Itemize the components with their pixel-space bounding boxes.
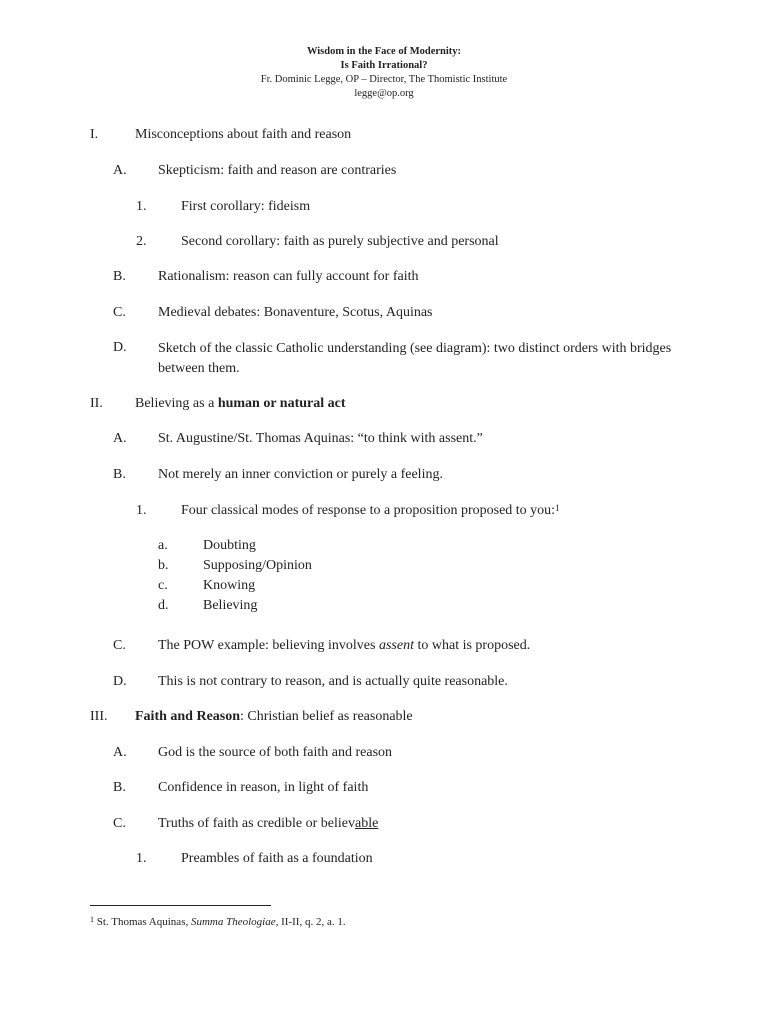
outline-text: First corollary: fideism <box>181 199 311 214</box>
outline-text: Preambles of faith as a foundation <box>181 851 373 866</box>
outline-number: b. <box>158 558 169 573</box>
outline-text: Supposing/Opinion <box>203 558 312 573</box>
outline-number: A. <box>113 745 127 760</box>
outline-text-post: to what is proposed. <box>413 638 531 653</box>
outline-text: God is the source of both faith and reason <box>158 745 393 760</box>
outline-text-underline: able <box>355 816 379 831</box>
outline-text-italic: assent <box>378 638 414 653</box>
outline-number: C. <box>113 816 126 831</box>
footnote-separator <box>90 905 271 906</box>
outline-text: Skepticism: faith and reason are contraries <box>158 163 397 178</box>
outline-text: Rationalism: reason can fully account for faith <box>158 269 419 284</box>
outline-text-pre: Truths of faith as credible or believ <box>158 816 355 831</box>
footnote-text-pre: St. Thomas Aquinas, <box>94 916 191 928</box>
document-title: Wisdom in the Face of Modernity: <box>306 46 462 57</box>
outline-number: B. <box>113 467 126 482</box>
outline-number: A. <box>113 431 127 446</box>
outline-text <box>158 815 378 833</box>
footnote-text-post: , II-II, q. 2, a. 1. <box>275 916 346 928</box>
outline-text: Medieval debates: Bonaventure, Scotus, Aquinas <box>158 305 433 320</box>
outline-text <box>158 637 530 655</box>
outline-text <box>135 708 413 726</box>
outline-text: Misconceptions about faith and reason <box>135 127 352 142</box>
outline-number: B. <box>113 269 126 284</box>
document-subtitle: Is Faith Irrational? <box>340 60 428 71</box>
outline-number: D. <box>113 340 127 355</box>
outline-number: 1. <box>136 503 147 518</box>
outline-text: Second corollary: faith as purely subjective and personal <box>181 234 499 249</box>
outline-text: Sketch of the classic Catholic understanding (see diagram): two distinct orders with bridges between them. <box>158 341 672 376</box>
outline-text-bold: Faith and Reason <box>135 709 241 724</box>
outline-text-pre: Believing as a <box>135 396 218 411</box>
outline-text <box>181 502 560 520</box>
outline-text: Confidence in reason, in light of faith <box>158 780 369 795</box>
outline-number: III. <box>90 709 108 724</box>
outline-number: D. <box>113 674 127 689</box>
outline-number: 1. <box>136 851 147 866</box>
outline-text <box>135 395 346 413</box>
outline-number: c. <box>158 578 168 593</box>
outline-text: Knowing <box>203 578 256 593</box>
footnote-text-italic: Summa Theologiae <box>190 916 276 928</box>
outline-number: C. <box>113 305 126 320</box>
outline-text-pre: The POW example: believing involves <box>158 638 379 653</box>
outline-number: II. <box>90 396 103 411</box>
outline-number: A. <box>113 163 127 178</box>
outline-text: St. Augustine/St. Thomas Aquinas: “to think with assent.” <box>158 431 483 446</box>
outline-number: C. <box>113 638 126 653</box>
outline-text: Doubting <box>203 538 256 553</box>
document-header <box>0 45 768 101</box>
author-email: legge@op.org <box>354 88 414 99</box>
outline-number: d. <box>158 598 169 613</box>
outline-text-bold: human or natural act <box>217 396 346 411</box>
footnote-marker: 1 <box>90 915 94 924</box>
footnote <box>90 915 346 929</box>
outline-text-main: Four classical modes of response to a proposition proposed to you: <box>181 503 556 518</box>
outline-number: a. <box>158 538 168 553</box>
author-line: Fr. Dominic Legge, OP – Director, The Thomistic Institute <box>260 74 508 85</box>
outline-number: 2. <box>136 234 147 249</box>
outline-number: B. <box>113 780 126 795</box>
outline-text: Believing <box>203 598 258 613</box>
outline-text: This is not contrary to reason, and is actually quite reasonable. <box>158 674 508 689</box>
outline-text: Not merely an inner conviction or purely a feeling. <box>158 467 443 482</box>
outline-number: I. <box>90 127 99 142</box>
footnote-reference[interactable]: 1 <box>555 503 560 513</box>
outline-text-post: : Christian belief as reasonable <box>240 709 413 724</box>
outline-number: 1. <box>136 199 147 214</box>
